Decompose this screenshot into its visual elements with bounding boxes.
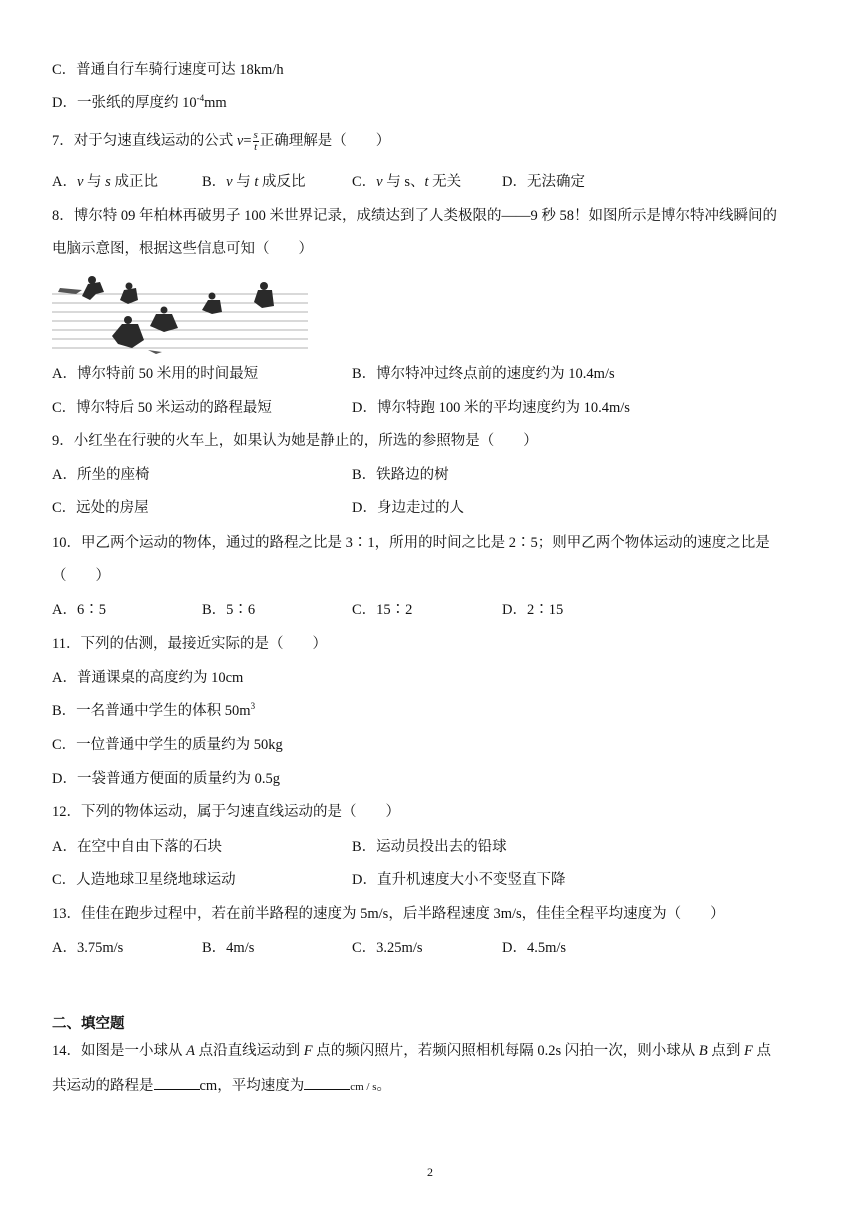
q6-option-d: D．一张纸的厚度约 $10^{-4}mm$ <box>52 93 227 111</box>
section-title-fill-in: 二、填空题 <box>52 1016 125 1032</box>
q7-option-b: B．v 与 t 成反比 <box>202 174 306 190</box>
q12-option-d: D．直升机速度大小不变竖直下降 <box>352 872 566 888</box>
q13-stem: 13．佳佳在跑步过程中，若在前半路程的速度为 5m/s，后半路程速度 3m/s，佳佳全程平均速度为（ ） <box>52 906 725 922</box>
q14-stem-line2: 共运动的路程是 cm，平均速度为 cm / s。 <box>52 1075 391 1097</box>
q13-option-a: A．3.75m/s <box>52 940 124 956</box>
q10-option-d: D．2∶15 <box>502 602 564 618</box>
q8-option-b: B．博尔特冲过终点前的速度约为 10.4m/s <box>352 366 615 382</box>
q13-option-b: B．4m/s <box>202 940 255 956</box>
q9-option-a: A．所坐的座椅 <box>52 467 150 483</box>
q10-stem-line1: 10．甲乙两个运动的物体，通过的路程之比是 3∶1，所用的时间之比是 2∶5；则甲乙两个物体运动的速度之比是 <box>52 535 770 551</box>
q10-option-a: A．6∶5 <box>52 602 106 618</box>
q10-option-b: B．5∶6 <box>202 602 256 618</box>
q13-option-c: C．3.25m/s <box>352 940 423 956</box>
q9-option-c: C．远处的房屋 <box>52 500 149 516</box>
q7-stem: 7．对于匀速直线运动的公式 v= $\frac{s}{t}$ 正确理解是（ ） <box>52 129 391 153</box>
q9-stem: 9．小红坐在行驶的火车上，如果认为她是静止的，所选的参照物是（ ） <box>52 433 538 449</box>
q12-option-b: B．运动员投出去的铅球 <box>352 839 507 855</box>
sprinter-finish-figure <box>52 270 308 356</box>
q12-stem: 12．下列的物体运动，属于匀速直线运动的是（ ） <box>52 804 400 820</box>
q8-option-c: C．博尔特后 50 米运动的路程最短 <box>52 400 272 416</box>
q9-option-d: D．身边走过的人 <box>352 500 464 516</box>
q11-option-c: C．一位普通中学生的质量约为 50kg <box>52 737 283 753</box>
q8-option-a: A．博尔特前 50 米用的时间最短 <box>52 366 259 382</box>
q8-stem-line1: 8．博尔特 09 年柏林再破男子 100 米世界记录，成绩达到了人类极限的——9 秒 58！如图所示是博尔特冲线瞬间的 <box>52 208 777 224</box>
q11-stem: 11．下列的估测，最接近实际的是（ ） <box>52 636 327 652</box>
q7-option-a: A．v 与 s 成正比 <box>52 174 158 190</box>
page-number: 2 <box>427 1165 433 1179</box>
q11-option-a: A．普通课桌的高度约为 10cm <box>52 670 244 686</box>
q8-stem-line2: 电脑示意图，根据这些信息可知（ ） <box>52 241 313 257</box>
answer-blank-distance[interactable] <box>154 1075 200 1090</box>
q7-option-c: C．v 与 s、t 无关 <box>352 174 462 190</box>
q12-option-c: C．人造地球卫星绕地球运动 <box>52 872 236 888</box>
q11-option-d: D．一袋普通方便面的质量约为 0.5g <box>52 771 280 787</box>
q10-option-c: C．15∶2 <box>352 602 413 618</box>
q7-option-d: D．无法确定 <box>502 174 585 190</box>
q12-option-a: A．在空中自由下落的石块 <box>52 839 222 855</box>
q10-stem-line2: （ ） <box>52 568 110 584</box>
q6-option-c: C．普通自行车骑行速度可达 18km/h <box>52 62 284 78</box>
q8-option-d: D．博尔特跑 100 米的平均速度约为 10.4m/s <box>352 400 630 416</box>
q11-option-b: B．一名普通中学生的体积 $50m^3$ <box>52 701 256 719</box>
answer-blank-speed[interactable] <box>304 1075 350 1090</box>
q13-option-d: D．4.5m/s <box>502 940 567 956</box>
q9-option-b: B．铁路边的树 <box>352 467 449 483</box>
q14-stem-line1: 14．如图是一小球从 A 点沿直线运动到 F 点的频闪照片，若频闪照相机每隔 0.2s 闪拍一次，则小球从 B 点到 F 点 <box>52 1043 771 1059</box>
formula-fraction: $\frac{s}{t}$ <box>253 129 258 153</box>
